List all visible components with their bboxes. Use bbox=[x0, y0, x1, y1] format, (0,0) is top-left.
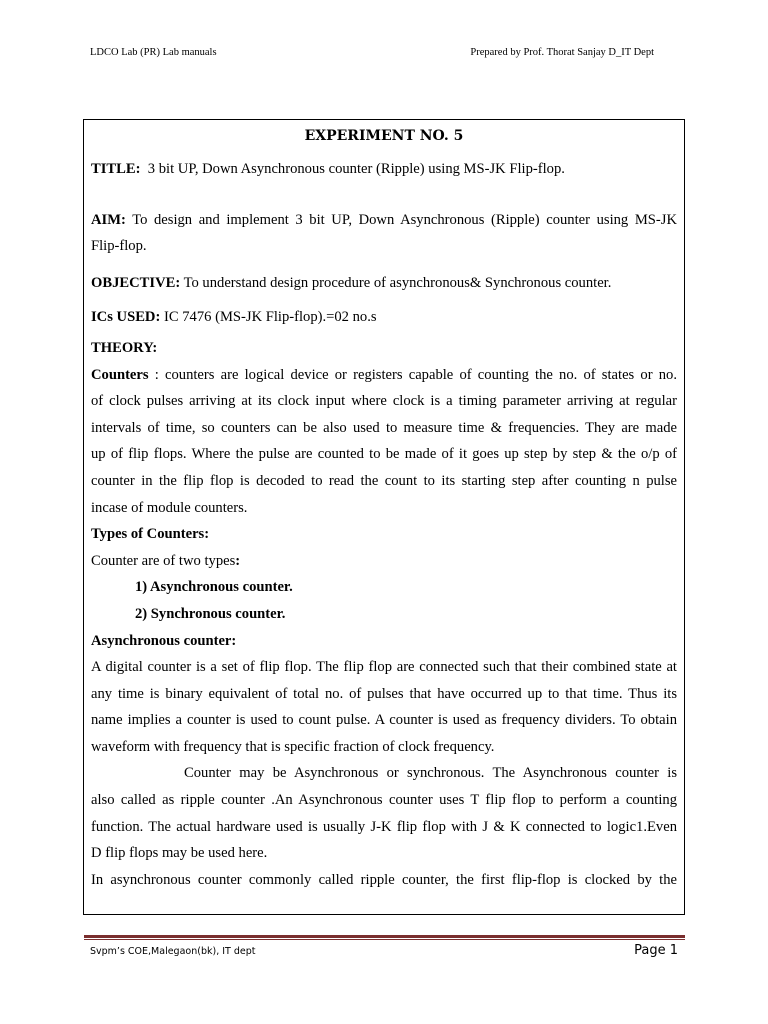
types-heading bbox=[91, 521, 677, 548]
para2-line-4: D flip flops may be used here. bbox=[91, 845, 268, 862]
page-number: Page 1 bbox=[634, 943, 678, 958]
objective-text: To understand design procedure of asynchronous& Synchronous counter. bbox=[183, 274, 612, 291]
async-line-1: A digital counter is a set of flip flop. The flip flop are connected such that their combined state at bbox=[91, 659, 677, 676]
counters-line-2: of clock pulses arriving at its clock input where clock is a timing parameter arriving at regular bbox=[91, 393, 677, 410]
aim-label: AIM: bbox=[91, 211, 126, 228]
objective-label: OBJECTIVE: bbox=[91, 274, 181, 291]
type-item-1-text: 1) Asynchronous counter. bbox=[135, 579, 293, 596]
async-heading-text: Asynchronous counter: bbox=[91, 632, 237, 649]
ics-line bbox=[91, 304, 677, 331]
type-item-2-text: 2) Synchronous counter. bbox=[135, 605, 286, 622]
content-body bbox=[91, 120, 677, 893]
para2-line-3: function. The actual hardware used is usually J-K flip flop with J & K connected to logic1.Even bbox=[91, 818, 677, 835]
content-box bbox=[83, 119, 685, 915]
para2-line-2: also called as ripple counter .An Asynchronous counter uses T flip flop to perform a counting bbox=[91, 792, 677, 809]
type-item-2 bbox=[91, 601, 677, 628]
types-intro-colon: : bbox=[235, 552, 241, 569]
async-heading bbox=[91, 628, 677, 655]
counters-line-6: incase of module counters. bbox=[91, 499, 248, 516]
objective-line bbox=[91, 270, 677, 297]
footer-rule-thick bbox=[84, 935, 685, 938]
types-intro-text: Counter are of two types bbox=[91, 552, 236, 569]
title-label: TITLE: bbox=[91, 161, 141, 177]
counters-text-1: : counters are logical device or registers capable of counting the no. of states or no. bbox=[154, 366, 677, 383]
types-intro bbox=[91, 548, 677, 575]
experiment-heading: EXPERIMENT NO. 5 bbox=[304, 128, 464, 144]
async-line-3: name implies a counter is used to count pulse. A counter is used as frequency dividers. To obtain bbox=[91, 712, 677, 729]
counters-line-4: up of flip flops. Where the pulse are counted to be made of it goes up step by step & the o/p of bbox=[91, 446, 677, 463]
theory-label: THEORY: bbox=[91, 339, 158, 356]
para3-line-1: In asynchronous counter commonly called ripple counter, the first flip-flop is clocked by the bbox=[91, 871, 677, 888]
counters-paragraph bbox=[91, 362, 677, 522]
theory-heading bbox=[91, 335, 677, 362]
types-heading-text: Types of Counters: bbox=[91, 526, 210, 543]
counters-line-3: intervals of time, so counters can be also used to measure time & frequencies. They are made bbox=[91, 419, 677, 436]
counters-label: Counters bbox=[91, 366, 149, 383]
counters-line-1 bbox=[91, 362, 677, 389]
ics-text: IC 7476 (MS-JK Flip-flop).=02 no.s bbox=[164, 309, 377, 326]
aim-line-1 bbox=[91, 207, 677, 234]
async-line-4: waveform with frequency that is specific fraction of clock frequency. bbox=[91, 738, 495, 755]
async-paragraph bbox=[91, 654, 677, 760]
aim-section bbox=[91, 207, 677, 260]
para2-line-1: Counter may be Asynchronous or synchronous. The Asynchronous counter is bbox=[184, 765, 677, 782]
header-right: Prepared by Prof. Thorat Sanjay D_IT Dept bbox=[470, 47, 654, 58]
header-left: LDCO Lab (PR) Lab manuals bbox=[90, 47, 217, 58]
counters-line-5: counter in the flip flop is decoded to read the count to its starting step after counting n pulse bbox=[91, 472, 677, 489]
ics-label: ICs USED: bbox=[91, 309, 161, 326]
title-line bbox=[91, 156, 677, 183]
footer-left: Svpm’s COE,Malegaon(bk), IT dept bbox=[90, 946, 256, 957]
aim-text-1: To design and implement 3 bit UP, Down Asynchronous (Ripple) counter using MS-JK bbox=[132, 211, 677, 228]
async-line-2: any time is binary equivalent of total no. of pulses that have occurred up to that time. Thus its bbox=[91, 685, 677, 702]
footer-rule-thin bbox=[84, 939, 685, 940]
ripple-paragraph bbox=[91, 760, 677, 866]
title-text: 3 bit UP, Down Asynchronous counter (Ripple) using MS-JK Flip-flop. bbox=[147, 161, 565, 177]
aim-line-2: Flip-flop. bbox=[91, 238, 147, 255]
type-item-1 bbox=[91, 574, 677, 601]
